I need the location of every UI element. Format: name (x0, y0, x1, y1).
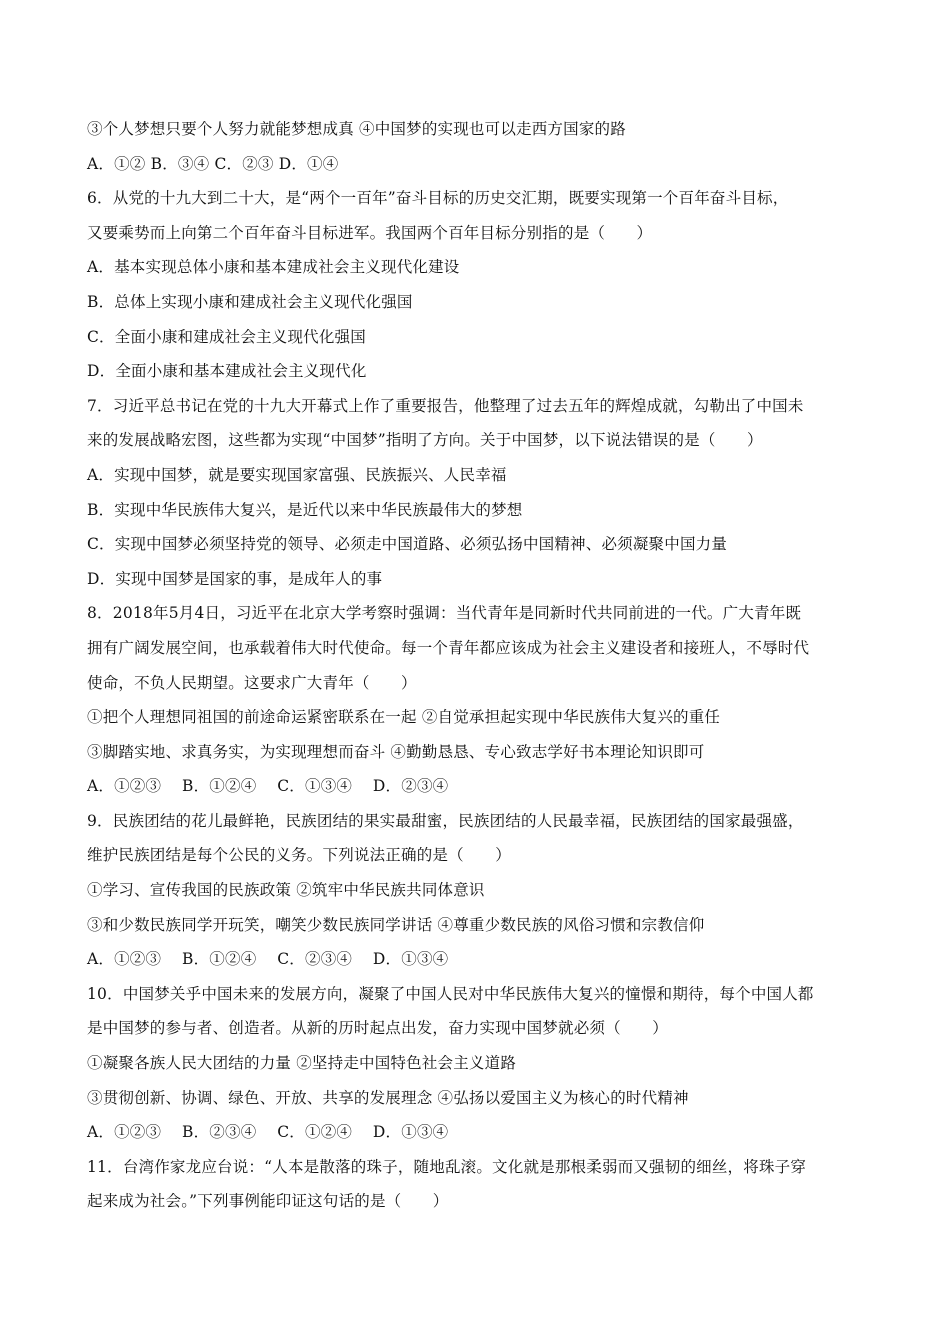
q6-choice-d: D．全面小康和基本建成社会主义现代化 (87, 362, 367, 381)
q7-stem-line-2: 来的发展战略宏图，这些都为实现“中国梦”指明了方向。关于中国梦，以下说法错误的是（ ） (87, 431, 763, 450)
q9-option-line-1-2: ①学习、宣传我国的民族政策 ②筑牢中华民族共同体意识 (87, 881, 485, 900)
q7-stem-line-1: 7．习近平总书记在党的十九大开幕式上作了重要报告，他整理了过去五年的辉煌成就，勾勒出了中国未 (87, 396, 804, 415)
q10-stem-line-1: 10．中国梦关乎中国未来的发展方向，凝聚了中国人民对中华民族伟大复兴的憧憬和期待，每个中国人都 (87, 984, 814, 1003)
q7-choice-d: D．实现中国梦是国家的事，是成年人的事 (87, 569, 383, 588)
q8-option-line-3-4: ③脚踏实地、求真务实，为实现理想而奋斗 ④勤勤恳恳、专心致志学好书本理论知识即可 (87, 742, 705, 761)
q6-stem-line-2: 又要乘势而上向第二个百年奋斗目标进军。我国两个百年目标分别指的是（ ） (87, 223, 653, 242)
q10-answer-choices: A．①②③ B．②③④ C．①②④ D．①③④ (87, 1123, 449, 1142)
q7-choice-b: B．实现中华民族伟大复兴，是近代以来中华民族最伟大的梦想 (87, 500, 523, 519)
q9-stem-line-1: 9．民族团结的花儿最鲜艳，民族团结的果实最甜蜜，民族团结的人民最幸福，民族团结的国家最强盛， (87, 811, 804, 830)
q6-choice-b: B．总体上实现小康和建成社会主义现代化强国 (87, 292, 413, 311)
q10-option-line-3-4: ③贯彻创新、协调、绿色、开放、共享的发展理念 ④弘扬以爱国主义为核心的时代精神 (87, 1088, 689, 1107)
q11-stem-line-1: 11．台湾作家龙应台说：“人本是散落的珠子，随地乱滚。文化就是那根柔弱而又强韧的细丝，将珠子穿 (87, 1157, 807, 1176)
q9-answer-choices: A．①②③ B．①②④ C．②③④ D．①③④ (87, 950, 449, 969)
q6-choice-c: C．全面小康和建成社会主义现代化强国 (87, 327, 366, 346)
q8-option-line-1-2: ①把个人理想同祖国的前途命运紧密联系在一起 ②自觉承担起实现中华民族伟大复兴的重任 (87, 708, 721, 727)
q9-option-line-3-4: ③和少数民族同学开玩笑，嘲笑少数民族同学讲话 ④尊重少数民族的风俗习惯和宗教信仰 (87, 915, 705, 934)
q9-stem-line-2: 维护民族团结是每个公民的义务。下列说法正确的是（ ） (87, 846, 511, 865)
q11-stem-line-2: 起来成为社会。”下列事例能印证这句话的是（ ） (87, 1192, 449, 1211)
q6-choice-a: A．基本实现总体小康和基本建成社会主义现代化建设 (87, 258, 460, 277)
q7-choice-c: C．实现中国梦必须坚持党的领导、必须走中国道路、必须弘扬中国精神、必须凝聚中国力量 (87, 535, 728, 554)
q8-stem-line-3: 使命，不负人民期望。这要求广大青年（ ） (87, 673, 417, 692)
q8-answer-choices: A．①②③ B．①②④ C．①③④ D．②③④ (87, 777, 449, 796)
q5-option-line-3-4: ③个人梦想只要个人努力就能梦想成真 ④中国梦的实现也可以走西方国家的路 (87, 120, 626, 138)
q8-stem-line-1: 8．2018年5月4日，习近平在北京大学考察时强调：当代青年是同新时代共同前进的一代。广大青年既 (87, 604, 802, 623)
q5-answer-choices: A．①② B．③④ C．②③ D．①④ (87, 154, 339, 173)
q8-stem-line-2: 拥有广阔发展空间，也承载着伟大时代使命。每一个青年都应该成为社会主义建设者和接班人，不辱时代 (87, 638, 810, 657)
q10-option-line-1-2: ①凝聚各族人民大团结的力量 ②坚持走中国特色社会主义道路 (87, 1054, 517, 1073)
q6-stem-line-1: 6．从党的十九大到二十大，是“两个一百年”奋斗目标的历史交汇期，既要实现第一个百年奋斗目标， (87, 189, 789, 208)
q10-stem-line-2: 是中国梦的参与者、创造者。从新的历时起点出发，奋力实现中国梦就必须（ ） (87, 1019, 668, 1038)
q7-choice-a: A．实现中国梦，就是要实现国家富强、民族振兴、人民幸福 (87, 465, 507, 484)
exam-page (87, 112, 867, 1219)
